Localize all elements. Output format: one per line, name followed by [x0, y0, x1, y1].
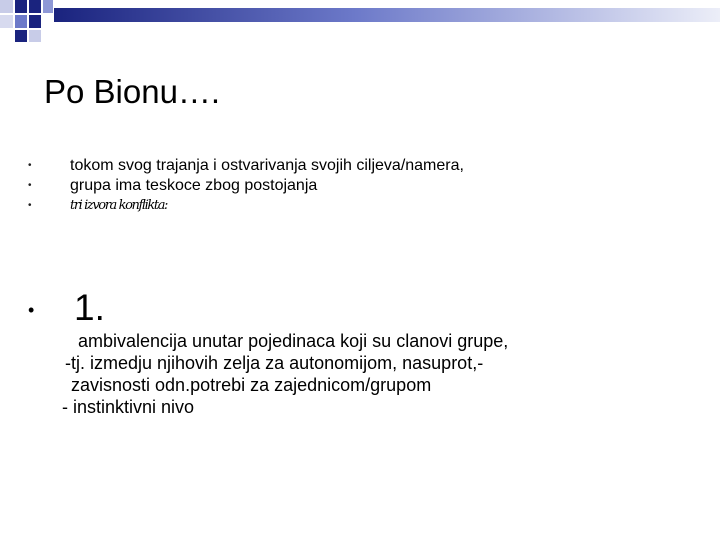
square-blue-2: [43, 0, 53, 13]
square-light-3: [29, 30, 41, 42]
square-light-2: [0, 15, 13, 28]
bullet-dot: •: [28, 200, 32, 211]
square-navy-3: [29, 15, 41, 28]
bullet-dot: •: [28, 180, 32, 191]
main-bullet-dot: •: [28, 300, 35, 320]
square-navy-2: [29, 0, 41, 13]
square-light-1: [0, 0, 13, 13]
main-bullet-body: [62, 330, 508, 418]
body-line: - instinktivni nivo: [62, 397, 195, 417]
small-bullet-text: grupa ima teskoce zbog postojanja: [70, 177, 318, 194]
body-line: zavisnosti odn.potrebi za zajednicom/grupom: [71, 375, 432, 395]
bullet-dot: •: [28, 160, 32, 171]
slide-title: Po Bionu….: [44, 73, 221, 110]
square-blue-1: [15, 15, 27, 28]
main-bullet-number: 1.: [74, 287, 105, 328]
body-line: ambivalencija unutar pojedinaca koji su clanovi grupe,: [78, 331, 509, 351]
small-bullet-text-cursive: tri izvora konflikta:: [70, 198, 168, 213]
body-line: -tj. izmedju njihovih zelja za autonomijom, nasuprot,-: [65, 353, 484, 373]
header-decoration: [0, 0, 720, 50]
square-navy-1: [15, 0, 27, 13]
small-bullet-text: tokom svog trajanja i ostvarivanja svojih ciljeva/namera,: [70, 157, 464, 174]
square-navy-4: [15, 30, 27, 42]
gradient-band: [54, 8, 720, 22]
